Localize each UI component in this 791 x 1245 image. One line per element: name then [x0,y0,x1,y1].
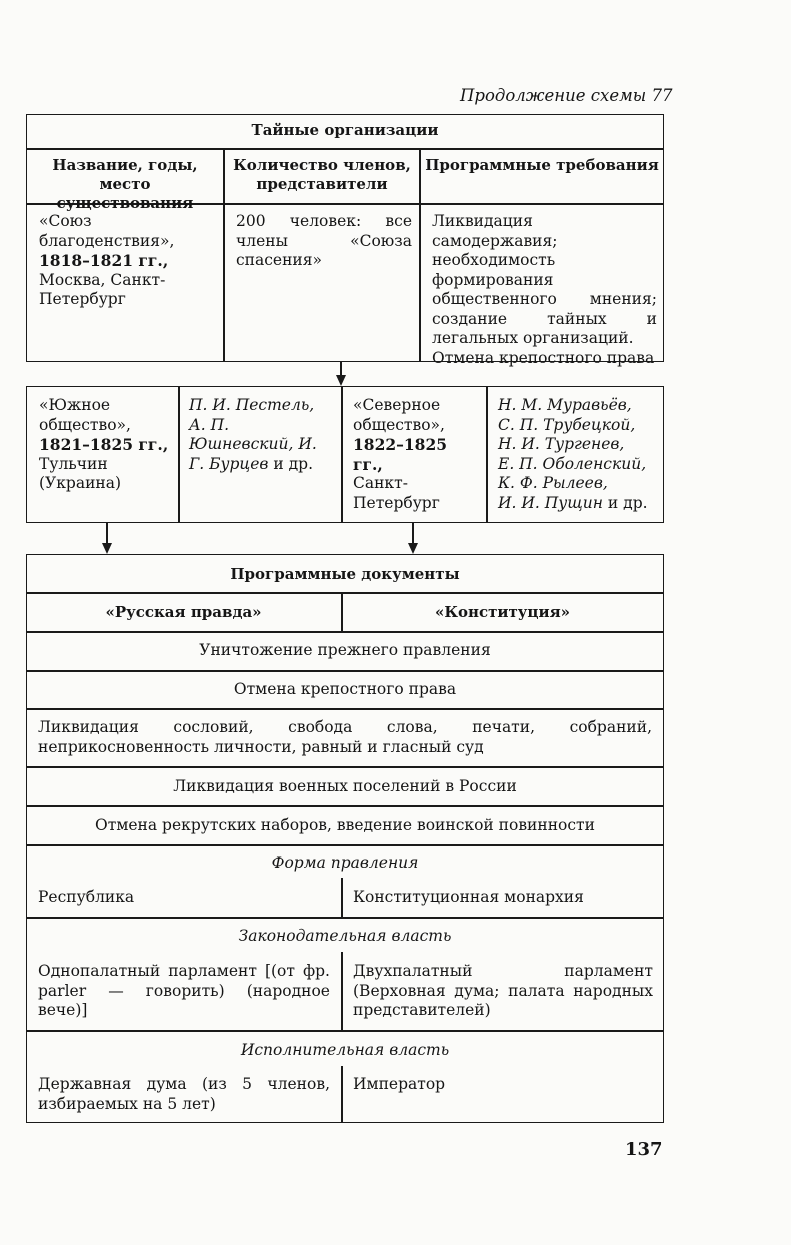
executive-duma: Державная дума (из 5 членов, избираемых на 5 лет) [38,1075,330,1113]
union-requirement-2: Отмена крепостного права [432,348,655,367]
col-header-requirements: Программные требования [425,156,659,174]
southern-society-members [189,396,334,474]
arrow-head-2 [102,543,112,554]
northern-society-members [498,396,662,513]
northern-member: К. Ф. Рылеев, [498,474,608,492]
common-provision: Ликвидация военных поселений в России [173,777,517,795]
northern-member-last: И. И. Пущин [498,493,603,512]
northern-society-info [353,396,481,513]
southern-society-place: Тульчин (Украина) [39,454,122,492]
arrow-head-3 [408,543,418,554]
gov-form-republic: Республика [38,888,135,906]
union-of-welfare-info [39,212,217,310]
common-provision: Ликвидация сословий, свобода слова, печати, собраний, неприкосновенность личности, равный и гласный суд [38,718,652,756]
northern-society-name: «Северное общество», [353,396,445,434]
doc-russkaya-pravda: «Русская правда» [105,603,262,621]
gov-form-title: Форма правления [271,854,419,872]
common-provision: Отмена рекрутских наборов, введение воинской повинности [95,816,595,834]
southern-society-name: «Южное общество», [39,396,131,434]
northern-society-place: Санкт-Петербург [353,474,440,512]
common-provision: Уничтожение прежнего правления [199,641,491,659]
union-requirement-1: Ликвидация самодержавия; необходимость формирования общественного мнения; создание тайных и легальных организаций. [432,212,657,347]
union-years: 1818–1821 гг., [39,251,169,270]
executive-title: Исполнительная власть [240,1041,450,1059]
page-number: 137 [625,1139,663,1160]
col-header-name: Название, годы, место существования [52,156,198,212]
union-members: 200 человек: все члены «Союза спасения» [236,212,412,269]
southern-society-info [39,396,171,494]
col-header-members: Количество членов, представители [233,156,411,193]
northern-member: Е. П. Оболенский, [498,454,647,473]
common-provision: Отмена крепостного права [233,680,457,698]
arrow-head-1 [336,375,346,386]
northern-member: Н. М. Муравьёв, [498,396,632,414]
southern-society-years: 1821–1825 гг., [39,435,169,454]
running-head: Продолжение схемы 77 [460,86,673,105]
executive-emperor: Император [353,1075,446,1093]
legislative-bicameral: Двухпалатный парламент (Верховная дума; палата народных представителей) [353,962,653,1019]
program-docs-table [26,554,664,1123]
secret-orgs-title: Тайные организации [251,121,439,139]
northern-member: Н. И. Тургенев, [498,435,625,453]
northern-members-suffix: и др. [602,493,648,512]
southern-members-suffix: и др. [268,454,314,473]
northern-member: С. П. Трубецкой, [498,415,636,434]
southern-members-names: П. И. Пестель, А. П. Юшневский, И. Г. Бурцев [189,396,317,473]
union-requirements [432,212,657,368]
union-name: «Союз благоденствия», [39,212,175,250]
program-docs-title: Программные документы [230,565,460,583]
doc-konstitutsiya: «Конституция» [434,603,571,621]
legislative-title: Законодательная власть [238,927,452,945]
gov-form-monarchy: Конституционная монархия [353,888,584,906]
legislative-unicameral: Однопалатный парламент [(от фр. parler — говорить) (народное вече)] [38,962,330,1019]
northern-society-years: 1822–1825 гг., [353,435,448,474]
union-place: Москва, Санкт-Петербург [39,270,166,308]
